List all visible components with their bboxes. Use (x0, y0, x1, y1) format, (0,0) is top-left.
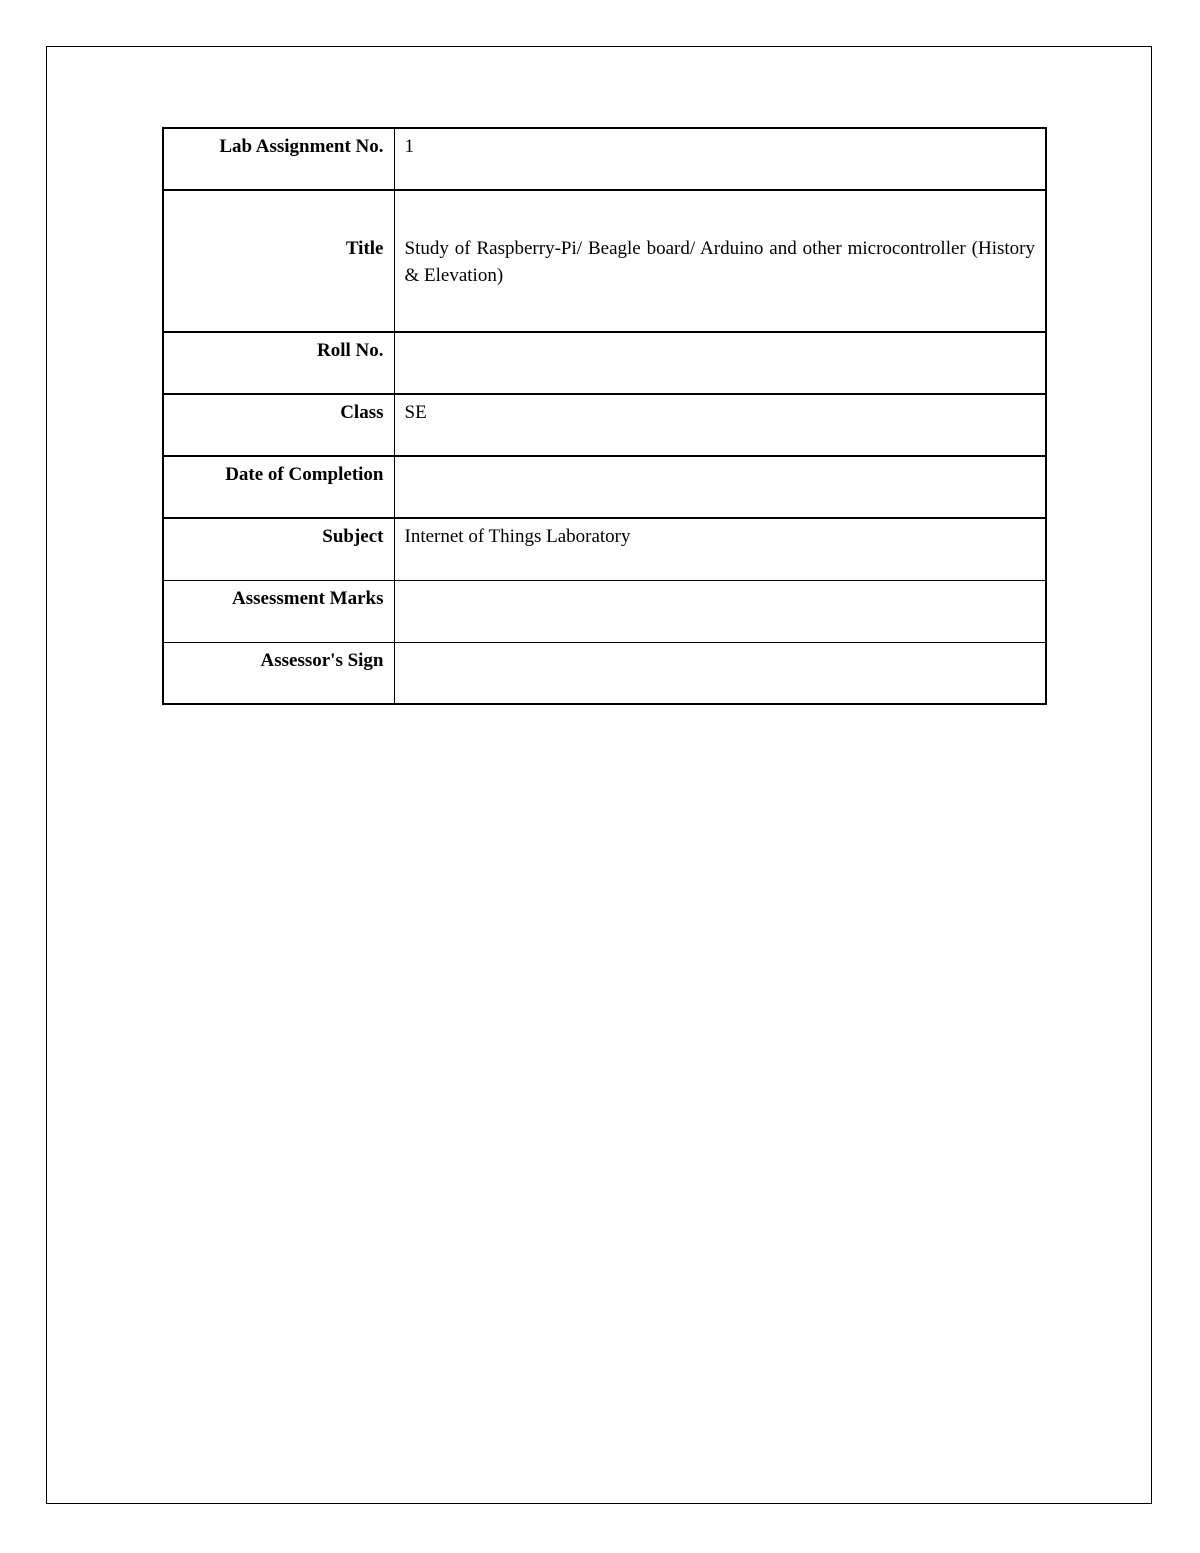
title-label: Title (163, 190, 394, 332)
table-row-date-of-completion (163, 456, 1046, 518)
roll-no-value (394, 332, 1046, 394)
class-value: SE (394, 394, 1046, 456)
table-row-title (163, 190, 1046, 332)
table-row-roll-no (163, 332, 1046, 394)
lab-assignment-info-table (162, 127, 1047, 705)
subject-label: Subject (163, 518, 394, 580)
assessors-sign-label: Assessor's Sign (163, 642, 394, 704)
assignment-no-label: Lab Assignment No. (163, 128, 394, 190)
subject-value: Internet of Things Laboratory (394, 518, 1046, 580)
roll-no-label: Roll No. (163, 332, 394, 394)
date-of-completion-value (394, 456, 1046, 518)
assignment-no-value: 1 (394, 128, 1046, 190)
table-row-assignment-no (163, 128, 1046, 190)
assessment-marks-value (394, 580, 1046, 642)
assessors-sign-value (394, 642, 1046, 704)
title-value: Study of Raspberry-Pi/ Beagle board/ Arduino and other microcontroller (History & Elevation) (394, 190, 1046, 332)
table-row-assessors-sign (163, 642, 1046, 704)
table-row-class (163, 394, 1046, 456)
table-row-assessment-marks (163, 580, 1046, 642)
table-row-subject (163, 518, 1046, 580)
date-of-completion-label: Date of Completion (163, 456, 394, 518)
class-label: Class (163, 394, 394, 456)
assessment-marks-label: Assessment Marks (163, 580, 394, 642)
